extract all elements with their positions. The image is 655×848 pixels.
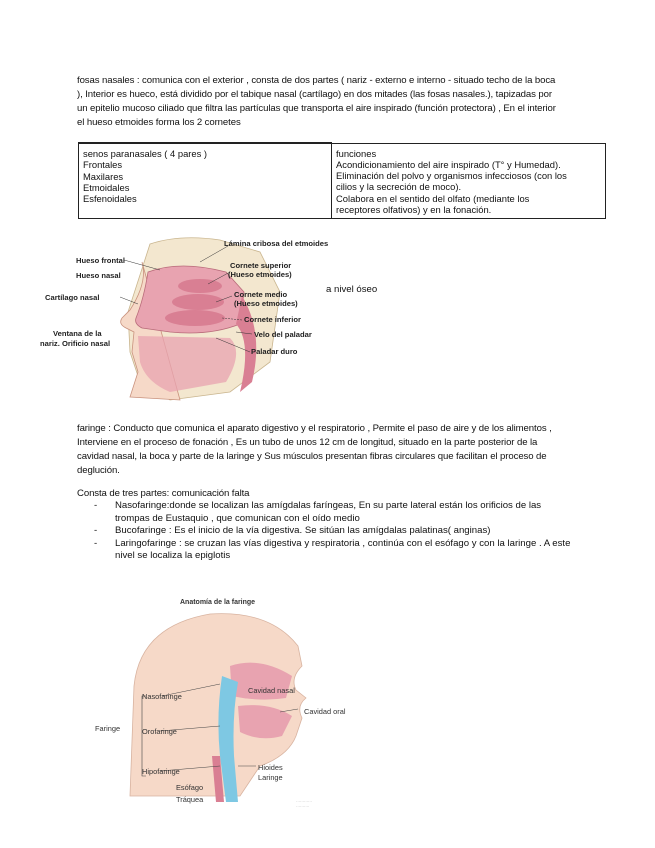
label-hipofaringe: Hipofaringe — [142, 767, 180, 776]
label-hueso-frontal: Hueso frontal — [76, 256, 125, 265]
label-faringe: Faringe — [95, 724, 121, 733]
cornete-inferior-shape — [165, 310, 225, 326]
pharynx-figure-title: Anatomía de la faringe — [180, 599, 256, 606]
senos-item: Maxilares — [83, 170, 124, 182]
label-cornete-medio: Cornete medio — [234, 290, 288, 299]
label-lamina-cribosa: Lámina cribosa del etmoides — [224, 239, 329, 248]
list-item-text: Bucofaringe : Es el inicio de la vía digestiva. Se sitúan las amígdalas palatinas( anginas) — [115, 525, 491, 536]
list-item-text: Nasofaringe:donde se localizan las amígdalas faríngeas, En su parte lateral están los orificios de las — [115, 500, 542, 511]
intro-line: un epitelio mucoso ciliado que filtra las partículas que transporta el aire inspirado (función protectora) , En el interior — [77, 103, 556, 114]
image-watermark: ············ ·········· — [296, 799, 312, 809]
senos-item: Frontales — [83, 159, 123, 171]
label-cornete-medio-sub: (Hueso etmoides) — [234, 299, 298, 308]
senos-item: Esfenoidales — [83, 193, 137, 205]
pharynx-illustration — [120, 606, 320, 806]
cornete-superior-shape — [178, 279, 222, 293]
label-cartilago-nasal: Cartílago nasal — [45, 293, 100, 302]
senos-item: senos paranasales ( 4 pares ) — [83, 148, 208, 159]
consta-heading: Consta de tres partes: comunicación falta — [77, 488, 250, 499]
label-paladar-duro: Paladar duro — [251, 347, 298, 356]
funciones-line: cilios y la secreción de moco). — [336, 181, 462, 193]
funciones-line: Eliminación del polvo y organismos infecciosos (con los — [336, 170, 567, 182]
label-ventana-nariz: Ventana de la — [53, 329, 102, 338]
list-item — [94, 525, 570, 538]
label-cornete-superior-sub: (Hueso etmoides) — [228, 270, 292, 279]
funciones-line: receptores olfativos) y en la fonación. — [336, 203, 492, 215]
intro-line: ), Interior es hueco, está dividido por el tabique nasal (cartílago) en dos mitades (las fosas nasales.), tapizadas por — [77, 89, 552, 100]
intro-paragraph — [77, 74, 577, 130]
list-item — [94, 538, 570, 563]
label-velo-paladar: Velo del paladar — [254, 330, 312, 339]
list-item-text: nivel se localiza la epiglotis — [115, 550, 231, 561]
label-nasofaringe: Nasofaringe — [142, 692, 182, 701]
label-cavidad-nasal: Cavidad nasal — [248, 686, 295, 695]
funciones-line: Acondicionamiento del aire inspirado (T° y Humedad). — [336, 158, 561, 170]
label-orofaringe: Orofaringe — [142, 727, 177, 736]
label-esofago: Esófago — [176, 783, 204, 792]
funciones-line: funciones — [336, 147, 377, 159]
label-orificio-nasal: nariz. Orificio nasal — [40, 339, 111, 348]
figure-caption: a nivel óseo — [326, 284, 378, 295]
label-traquea: Tráquea — [176, 795, 204, 804]
faringe-line: cavidad nasal, la boca y parte de la laringe y Sus músculos presentan fibras circulares que facilitan el proceso de — [77, 451, 547, 462]
senos-table — [78, 142, 606, 219]
label-cavidad-oral: Cavidad oral — [304, 707, 346, 716]
faringe-line: Interviene en el proceso de fonación , Es un tubo de unos 12 cm de longitud, situado en la parte posterior de la — [77, 437, 538, 448]
label-hueso-nasal: Hueso nasal — [76, 271, 121, 280]
faringe-line: faringe : Conducto que comunica el aparato digestivo y el respiratorio , Permite el paso de aire y de los alimentos , — [77, 423, 552, 434]
senos-item: Etmoidales — [83, 181, 130, 193]
intro-line: fosas nasales : comunica con el exterior , consta de dos partes ( nariz - externo e interno - situado techo de la boca — [77, 75, 556, 86]
faringe-paragraph — [77, 422, 577, 478]
senos-cell — [79, 143, 332, 219]
funciones-cell — [332, 143, 606, 219]
intro-line: el hueso etmoides forma los 2 cornetes — [77, 117, 241, 128]
list-item-text: trompas de Eustaquio , que comunican con el oído medio — [115, 512, 360, 524]
faringe-parts-list — [94, 500, 570, 563]
label-laringe: Laringe — [258, 773, 283, 782]
list-item — [94, 500, 570, 525]
list-item-text: Laringofaringe : se cruzan las vías digestiva y respiratoria , continúa con el esófago y con la laringe . A este — [115, 537, 571, 549]
label-cornete-inferior: Cornete inferior — [244, 315, 301, 324]
faringe-line: deglución. — [77, 465, 120, 476]
label-hioides: Hioides — [258, 763, 283, 772]
label-cornete-superior: Cornete superior — [230, 261, 292, 270]
funciones-line: Colabora en el sentido del olfato (mediante los — [336, 192, 530, 204]
